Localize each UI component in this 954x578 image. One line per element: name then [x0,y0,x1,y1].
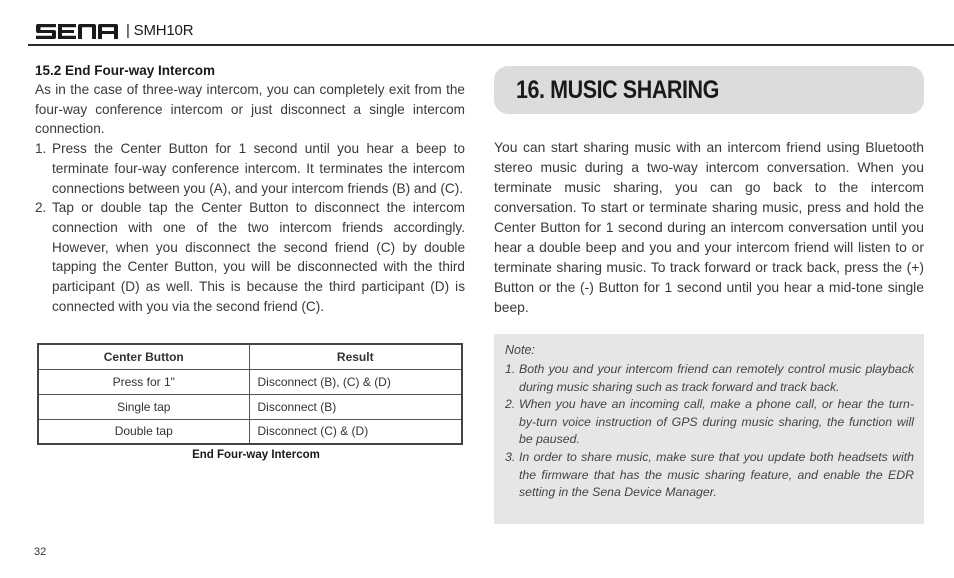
notes-list [505,361,914,502]
model-name: | SMH10R [126,22,194,39]
music-sharing-body: You can start sharing music with an intercom friend using Bluetooth stereo music during a two-way intercom conversation. When you terminate music sharing, you can go back to the intercom conversation. To start or terminate sharing music, press and hold the Center Button for 1 second during an intercom conversation until you hear a double beep and you and your intercom friend will listen to or terminate sharing music. To track forward or track back, press the (+) Button or the (-) Button for 1 second until you hear a mid-tone single beep. [494,139,924,315]
steps-list [35,139,465,316]
table-cell-result: Disconnect (C) & (D) [249,419,462,444]
chapter-heading-box [494,66,924,114]
note-number: 1. [505,362,516,376]
step-text: Tap or double tap the Center Button to disconnect the intercom connection with one of the two intercom friends accordingly. However, when you disconnect the second friend (C) by double tapping the Center Button, you will be disconnected with the third participant (D) as well. This is because the third participant (D) is connected with you via the second friend (C). [52,200,465,314]
note-text: In order to share music, make sure that you update both headsets with the firmware that has the music sharing feature, and enable the EDR setting in the Sena Device Manager. [519,449,914,500]
note-box [494,334,924,524]
table-row [38,394,462,419]
section-intro: As in the case of three-way intercom, you can completely exit from the four-way conference intercom or just disconnect a single intercom connection. [35,82,465,137]
table-cell-result: Disconnect (B) [249,394,462,419]
table-row [38,369,462,394]
chapter-title: 16. MUSIC SHARING [516,76,719,104]
step-text: Press the Center Button for 1 second until you hear a beep to terminate four-way conference intercom. It terminates the intercom connections between you (A), and your intercom friends (B) and (C). [52,141,465,196]
table-cell-result: Disconnect (B), (C) & (D) [249,369,462,394]
note-label: Note: [505,343,535,357]
table-header-center-button: Center Button [38,344,249,369]
note-number: 2. [505,397,516,412]
table-caption: End Four-way Intercom [192,449,320,461]
step-item [35,139,465,198]
sena-logo-mark [36,24,118,39]
left-column [35,62,465,316]
table-cell-action: Single tap [38,394,249,419]
end-intercom-table [37,343,463,445]
table-cell-action: Double tap [38,419,249,444]
step-number: 2. [35,200,47,216]
model-label: SMH10R [133,22,194,39]
note-item [505,449,914,502]
note-item [505,396,914,449]
note-number: 3. [505,449,516,464]
table-header-result: Result [249,344,462,369]
header-divider [28,44,954,46]
table-cell-action: Press for 1" [38,369,249,394]
note-text: When you have an incoming call, make a phone call, or hear the turn-by-turn voice instruction of GPS during music sharing, the function will be paused. [519,397,914,447]
sena-logo [36,24,118,39]
table-row [38,419,462,444]
note-text: Both you and your intercom friend can remotely control music playback during music sharing such as track forward and track back. [519,362,914,394]
intercom-table-container [37,343,463,445]
step-number: 1. [35,141,47,157]
page-number: 32 [34,546,47,558]
table-header-row [38,344,462,369]
note-item [505,361,914,396]
step-item [35,198,465,316]
section-title: 15.2 End Four-way Intercom [35,63,216,78]
